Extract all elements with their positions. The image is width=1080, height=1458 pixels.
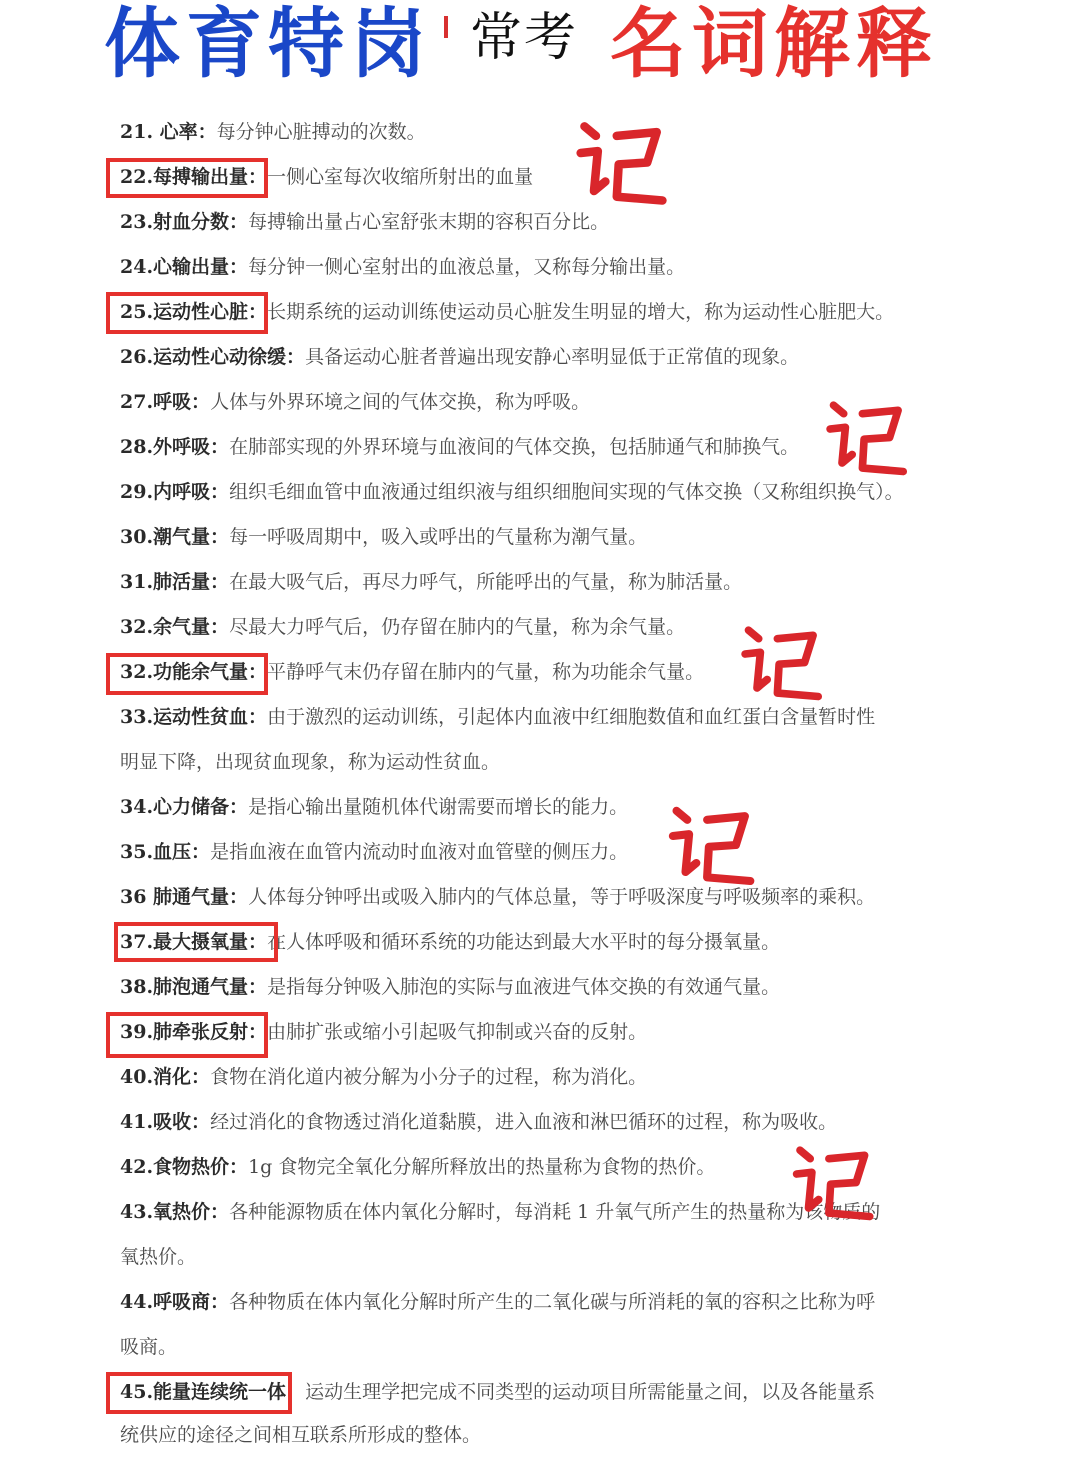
entry-term: 33.运动性贫血：	[120, 706, 268, 728]
entry-definition: 在人体呼吸和循环系统的功能达到最大水平时的每分摄氧量。	[267, 931, 781, 953]
entry-definition: 每分钟心脏搏动的次数。	[216, 121, 426, 143]
list-item	[120, 110, 930, 155]
highlight-box	[106, 1372, 292, 1414]
highlight-box	[106, 653, 268, 695]
entry-definition: 每搏输出量占心室舒张末期的容积百分比。	[248, 211, 610, 233]
entry-definition: 经过消化的食物透过消化道黏膜，进入血液和淋巴循环的过程，称为吸收。	[210, 1111, 838, 1133]
entry-term: 28.外呼吸：	[120, 436, 230, 458]
entry-term: 32.余气量：	[120, 616, 230, 638]
handwritten-mark-icon	[820, 395, 915, 480]
handwritten-mark-icon	[735, 620, 830, 705]
entry-definition: 1g 食物完全氧化分解所释放出的热量称为食物的热价。	[248, 1156, 716, 1178]
entry-definition: 尽最大力呼气后，仍存留在肺内的气量，称为余气量。	[229, 616, 686, 638]
entry-definition: 由肺扩张或缩小引起吸气抑制或兴奋的反射。	[267, 1021, 648, 1043]
entry-term: 22.每搏输出量：	[120, 166, 268, 188]
entry-term: 41.吸收：	[120, 1111, 211, 1133]
entry-definition: 人体与外界环境之间的气体交换，称为呼吸。	[210, 391, 591, 413]
entry-definition-continued: 明显下降，出现贫血现象，称为运动性贫血。	[120, 751, 501, 773]
list-item	[120, 1055, 930, 1100]
entry-term: 38.肺泡通气量：	[120, 976, 268, 998]
highlight-box	[114, 922, 278, 962]
entry-definition-continued: 吸商。	[120, 1336, 178, 1358]
list-item	[120, 875, 930, 920]
list-item	[120, 785, 930, 830]
list-item-continuation	[120, 1235, 930, 1280]
entry-term: 31.肺活量：	[120, 571, 230, 593]
entry-definition-continued: 氧热价。	[120, 1246, 197, 1268]
list-item	[120, 1100, 930, 1145]
entry-definition: 运动生理学把完成不同类型的运动项目所需能量之间，以及各能量系	[305, 1381, 876, 1403]
entry-term: 35.血压：	[120, 841, 211, 863]
entry-term: 24.心输出量：	[120, 256, 249, 278]
entry-definition: 各种物质在体内氧化分解时所产生的二氧化碳与所消耗的氧的容积之比称为呼	[229, 1291, 876, 1313]
entry-definition: 平静呼气末仍存留在肺内的气量，称为功能余气量。	[267, 661, 705, 683]
entry-term: 43.氧热价：	[120, 1201, 230, 1223]
entry-term: 29.内呼吸：	[120, 481, 230, 503]
list-item	[120, 1280, 930, 1325]
entry-term: 45.能量连续统一体：	[120, 1381, 306, 1403]
entry-definition: 是指血液在血管内流动时血液对血管壁的侧压力。	[210, 841, 629, 863]
entry-term: 30.潮气量：	[120, 526, 230, 548]
list-item	[120, 425, 930, 470]
handwritten-mark-icon	[575, 115, 670, 210]
entry-definition: 在肺部实现的外界环境与血液间的气体交换，包括肺通气和肺换气。	[229, 436, 800, 458]
entry-term: 39.肺牵张反射：	[120, 1021, 268, 1043]
entry-term: 42.食物热价：	[120, 1156, 249, 1178]
title-red: 名词解释	[610, 0, 938, 88]
entry-definition: 食物在消化道内被分解为小分子的过程，称为消化。	[210, 1066, 648, 1088]
entry-definition: 由于激烈的运动训练，引起体内血液中红细胞数值和血红蛋白含量暂时性	[267, 706, 876, 728]
entry-term: 21. 心率：	[120, 121, 217, 143]
entry-term: 40.消化：	[120, 1066, 211, 1088]
entry-term: 37.最大摄氧量：	[120, 931, 268, 953]
handwritten-mark-icon	[665, 800, 760, 890]
list-item	[120, 245, 930, 290]
list-item	[120, 200, 930, 245]
list-item	[120, 560, 930, 605]
entry-term: 26.运动性心动徐缓：	[120, 346, 306, 368]
entry-definition: 是指每分钟吸入肺泡的实际与血液进气体交换的有效通气量。	[267, 976, 781, 998]
entry-definition: 长期系统的运动训练使运动员心脏发生明显的增大，称为运动性心脏肥大。	[267, 301, 895, 323]
list-item-continuation	[120, 740, 930, 785]
entry-term: 44.呼吸商：	[120, 1291, 230, 1313]
entry-definition: 人体每分钟呼出或吸入肺内的气体总量，等于呼吸深度与呼吸频率的乘积。	[248, 886, 876, 908]
entry-term: 27.呼吸：	[120, 391, 211, 413]
handwritten-mark-icon	[788, 1140, 880, 1225]
list-item	[120, 515, 930, 560]
entry-definition: 具备运动心脏者普遍出现安静心率明显低于正常值的现象。	[305, 346, 800, 368]
list-item	[120, 830, 930, 875]
entry-definition-continued: 统供应的途径之间相互联系所形成的整体。	[120, 1424, 482, 1446]
list-item	[120, 335, 930, 380]
entry-term: 25.运动性心脏：	[120, 301, 268, 323]
entry-term: 36 肺通气量：	[120, 886, 249, 908]
title-divider	[444, 16, 448, 38]
entry-definition: 组织毛细血管中血液通过组织液与组织细胞间实现的气体交换（又称组织换气）。	[229, 481, 904, 503]
entry-term: 34.心力储备：	[120, 796, 249, 818]
highlight-box	[106, 1012, 268, 1058]
list-item	[120, 965, 930, 1010]
list-item	[120, 380, 930, 425]
list-item-continuation	[120, 1325, 930, 1370]
list-item-continuation	[120, 1413, 930, 1458]
list-item	[120, 470, 930, 515]
header	[0, 0, 1080, 100]
entry-term: 23.射血分数：	[120, 211, 249, 233]
entry-definition: 一侧心室每次收缩所射出的血量	[267, 166, 534, 188]
title-blue: 体育特岗	[104, 0, 432, 88]
entry-definition: 在最大吸气后，再尽力呼气，所能呼出的气量，称为肺活量。	[229, 571, 743, 593]
entry-term: 32.功能余气量：	[120, 661, 268, 683]
title-black: 常考	[470, 8, 579, 68]
entry-definition: 是指心输出量随机体代谢需要而增长的能力。	[248, 796, 629, 818]
entry-definition: 每一呼吸周期中，吸入或呼出的气量称为潮气量。	[229, 526, 648, 548]
entry-definition: 各种能源物质在体内氧化分解时，每消耗 1 升氧气所产生的热量称为该物质的	[229, 1201, 881, 1223]
entry-definition: 每分钟一侧心室射出的血液总量，又称每分输出量。	[248, 256, 686, 278]
highlight-box	[106, 158, 268, 198]
highlight-box	[106, 292, 268, 334]
